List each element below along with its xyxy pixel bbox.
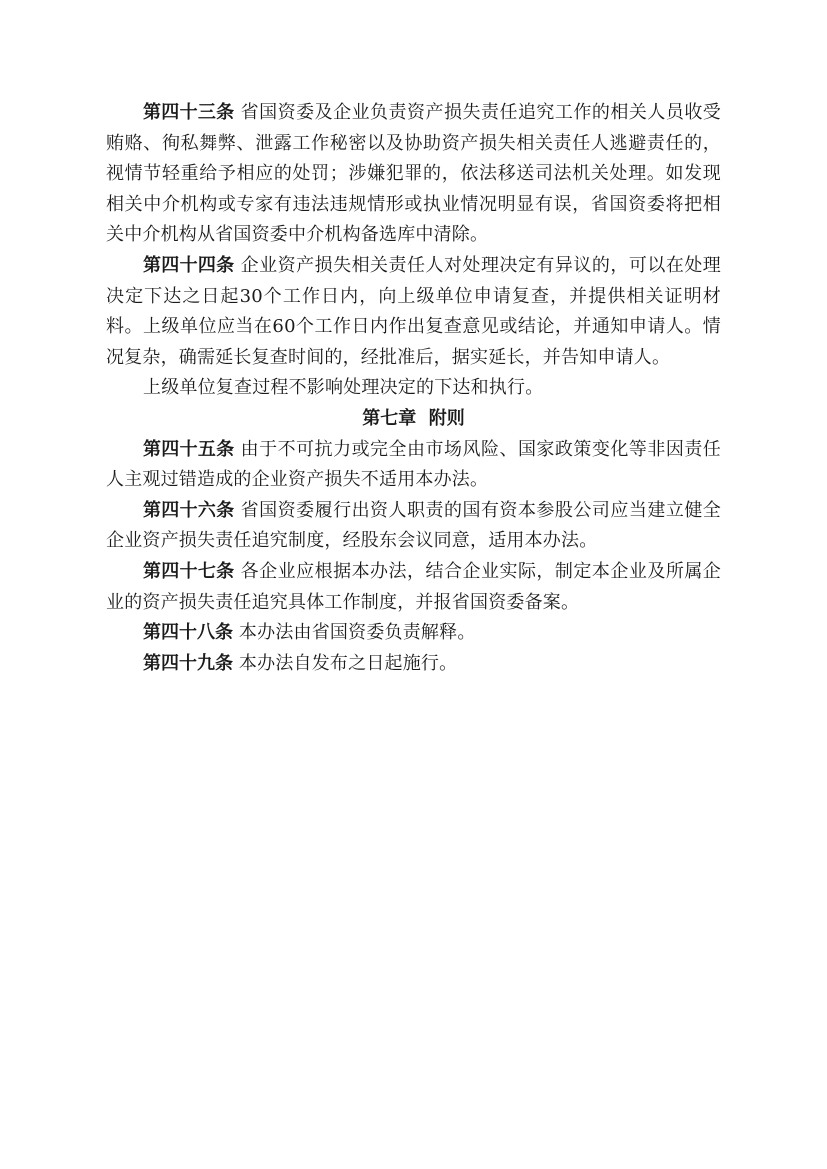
article-45 [106, 435, 721, 496]
article-number: 第四十三条 [143, 102, 235, 123]
article-46 [106, 496, 721, 557]
plain-paragraph: 上级单位复查过程不影响处理决定的下达和执行。 [143, 377, 544, 399]
article-text: 企业资产损失相关责任人对处理决定有异议的，可以在处理决定下达之日起30个工作日内，向上级单位申请复查，并提供相关证明材料。上级单位应当在60个工作日内作出复查意见或结论，并通知申请人。情况复杂，确需延长复查时间的，经批准后，据实延长，并告知申请人。 [106, 254, 722, 368]
article-text: 由于不可抗力或完全由市场风险、国家政策变化等非因责任人主观过错造成的企业资产损失不适用本办法。 [106, 438, 722, 491]
article-text: 省国资委及企业负责资产损失责任追究工作的相关人员收受贿赂、徇私舞弊、泄露工作秘密以及协助资产损失相关责任人逃避责任的，视情节轻重给予相应的处罚；涉嫌犯罪的，依法移送司法机关处理。如发现相关中介机构或专家有违法违规情形或执业情况明显有误，省国资委将把相关中介机构从省国资委中介机构备选库中清除。 [106, 102, 722, 246]
article-44 [106, 251, 721, 373]
article-number: 第四十九条 [143, 652, 233, 674]
article-number: 第四十四条 [143, 254, 235, 276]
article-number: 第四十六条 [143, 499, 235, 521]
article-number: 第四十七条 [143, 560, 235, 582]
article-number: 第四十五条 [143, 438, 235, 460]
article-49 [106, 649, 721, 680]
article-43 [106, 98, 721, 251]
article-text: 本办法自发布之日起施行。 [238, 652, 458, 674]
article-number: 第四十八条 [143, 622, 233, 644]
document-page [106, 98, 721, 679]
article-48 [106, 618, 721, 649]
chapter-heading: 第七章 附则 [362, 407, 465, 429]
article-text: 各企业应根据本办法，结合企业实际，制定本企业及所属企业的资产损失责任追究具体工作制度，并报省国资委备案。 [106, 560, 722, 613]
article-text: 省国资委履行出资人职责的国有资本参股公司应当建立健全企业资产损失责任追究制度，经股东会议同意，适用本办法。 [106, 499, 722, 552]
article-text: 本办法由省国资委负责解释。 [238, 622, 476, 644]
article-47 [106, 557, 721, 618]
